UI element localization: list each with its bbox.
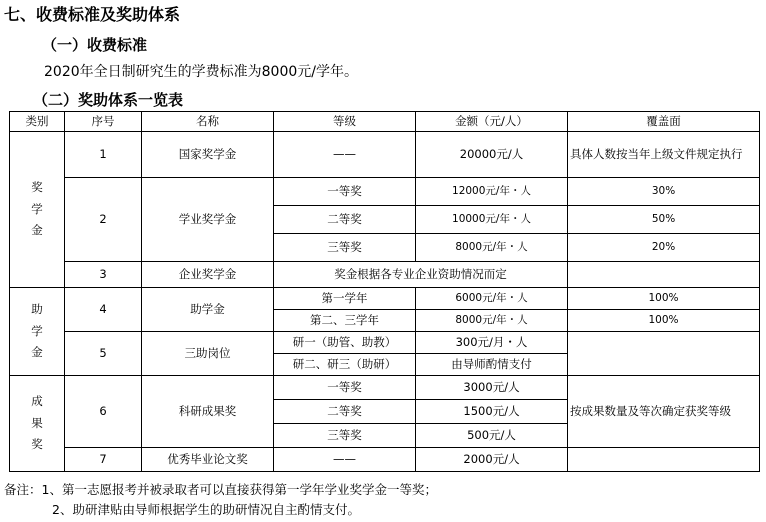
- table-row: [10, 288, 760, 310]
- enterprise-note-cell: 奖金根据各专业企业资助情况而定: [274, 262, 568, 288]
- seq-cell: 7: [65, 448, 142, 472]
- coverage-cell: 50%: [568, 206, 760, 234]
- coverage-cell: [568, 448, 760, 472]
- grade-cell: 三等奖: [274, 424, 416, 448]
- name-cell: 国家奖学金: [142, 132, 274, 178]
- note-line-2: 2、助研津贴由导师根据学生的助研情况自主酌情支付。: [52, 502, 360, 517]
- amount-cell: 12000元/年・人: [416, 178, 568, 206]
- scholarship-system-heading: （二）奖助体系一览表: [33, 91, 184, 109]
- amount-cell: 1500元/人: [416, 400, 568, 424]
- amount-cell: 2000元/人: [416, 448, 568, 472]
- grade-cell: 二等奖: [274, 206, 416, 234]
- amount-cell: 10000元/年・人: [416, 206, 568, 234]
- table-row: [10, 178, 760, 206]
- grade-cell: 研一（助管、助教）: [274, 332, 416, 354]
- fee-paragraph: 2020年全日制研究生的学费标准为8000元/学年。: [44, 64, 358, 80]
- name-cell: 三助岗位: [142, 332, 274, 376]
- name-cell: 科研成果奖: [142, 376, 274, 448]
- amount-cell: 500元/人: [416, 424, 568, 448]
- grade-cell: 一等奖: [274, 376, 416, 400]
- category-grant: 助 学 金: [10, 288, 65, 376]
- category-scholarship: 奖 学 金: [10, 132, 65, 288]
- category-achievement: 成 果 奖: [10, 376, 65, 472]
- grade-cell: 一等奖: [274, 178, 416, 206]
- name-cell: 优秀毕业论文奖: [142, 448, 274, 472]
- coverage-cell: 按成果数量及等次确定获奖等级: [568, 376, 760, 448]
- note-line-1: 备注：1、第一志愿报考并被录取者可以直接获得第一学年学业奖学金一等奖；: [4, 482, 437, 497]
- seq-cell: 4: [65, 288, 142, 332]
- table-header-row: [10, 112, 760, 132]
- table-row: [10, 448, 760, 472]
- name-cell: 助学金: [142, 288, 274, 332]
- coverage-cell: 20%: [568, 234, 760, 262]
- header-coverage: 覆盖面: [568, 112, 760, 132]
- name-cell: 企业奖学金: [142, 262, 274, 288]
- coverage-cell: 100%: [568, 288, 760, 310]
- header-name: 名称: [142, 112, 274, 132]
- coverage-cell: 100%: [568, 310, 760, 332]
- amount-cell: 6000元/年・人: [416, 288, 568, 310]
- section-heading: 七、收费标准及奖助体系: [4, 5, 181, 24]
- fee-heading: （一）收费标准: [42, 36, 148, 54]
- seq-cell: 6: [65, 376, 142, 448]
- header-grade: 等级: [274, 112, 416, 132]
- table-row: [10, 332, 760, 354]
- seq-cell: 5: [65, 332, 142, 376]
- amount-cell: 8000元/年・人: [416, 234, 568, 262]
- amount-cell: 20000元/人: [416, 132, 568, 178]
- coverage-cell: [568, 332, 760, 376]
- grade-cell: 第一学年: [274, 288, 416, 310]
- grade-cell: 三等奖: [274, 234, 416, 262]
- amount-cell: 由导师酌情支付: [416, 354, 568, 376]
- seq-cell: 2: [65, 178, 142, 262]
- table-row: [10, 132, 760, 178]
- coverage-cell: 具体人数按当年上级文件规定执行: [568, 132, 760, 178]
- amount-cell: 8000元/年・人: [416, 310, 568, 332]
- grade-cell: 第二、三学年: [274, 310, 416, 332]
- table-row: [10, 262, 760, 288]
- grade-cell: 二等奖: [274, 400, 416, 424]
- table-row: [10, 376, 760, 400]
- amount-cell: 3000元/人: [416, 376, 568, 400]
- grade-cell: 研二、研三（助研）: [274, 354, 416, 376]
- scholarship-table: [9, 111, 760, 472]
- grade-cell: ——: [274, 132, 416, 178]
- seq-cell: 3: [65, 262, 142, 288]
- header-seq: 序号: [65, 112, 142, 132]
- grade-cell: ——: [274, 448, 416, 472]
- header-amount: 金额（元/人）: [416, 112, 568, 132]
- name-cell: 学业奖学金: [142, 178, 274, 262]
- amount-cell: 300元/月・人: [416, 332, 568, 354]
- seq-cell: 1: [65, 132, 142, 178]
- coverage-cell: [568, 262, 760, 288]
- coverage-cell: 30%: [568, 178, 760, 206]
- header-category: 类别: [10, 112, 65, 132]
